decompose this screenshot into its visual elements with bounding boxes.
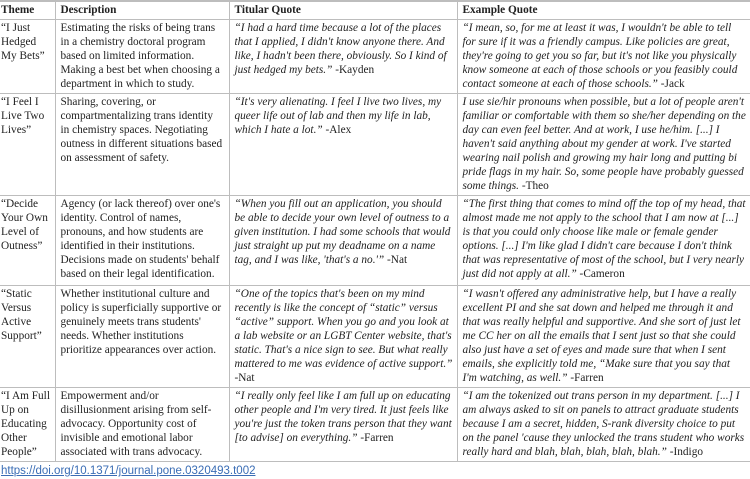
titular-speaker: -Nat xyxy=(234,372,255,384)
titular-speaker: -Alex xyxy=(322,124,352,136)
example-quote-text: “I wasn't offered any administrative help, but I have a really excellent PI and she sat down and helped me through it and that was really helpful and supportive. And she sort of just let me CC her on all the emails that I sent just so that she could also just have a set of eyes and made sure that when I sent emails, she explicitly told me, “Make sure that you say that I'm watching, as well.” xyxy=(462,288,741,384)
description-cell xyxy=(55,20,229,94)
table-row xyxy=(0,196,750,286)
titular-quote-cell xyxy=(229,196,457,286)
example-quote-text: I use sie/hir pronouns when possible, but a lot of people aren't familiar or comfortable with them so she/her depending on the day can even feel better. And at work, I use he/him. [...] I haven't said anything about my gender at work. I've started wearing nail polish and growing my hair long and putting bi pride flags in my hair. So, some people have probably guessed some things. xyxy=(462,96,746,192)
titular-speaker: -Farren xyxy=(357,432,394,444)
titular-quote-cell xyxy=(229,20,457,94)
example-quote-cell xyxy=(457,286,750,388)
titular-quote-cell xyxy=(229,388,457,462)
theme-text: “Static Versus Active Support” xyxy=(1,288,42,342)
theme-cell xyxy=(0,94,55,196)
theme-cell xyxy=(0,286,55,388)
description-cell xyxy=(55,388,229,462)
titular-quote-text: “When you fill out an application, you should be able to decide your own level of outness to a given institution. I had some schools that would just straight up put my deadname on a name tag, and I was like, 'that's a no.'” xyxy=(234,198,451,266)
example-quote-text: “I mean, so, for me at least it was, I wouldn't be able to tell for sure if it was a friendly campus. Like policies are great, they're going to get you so far, but it's not like you physically know someone at each of those schools or you feasibly could contact someone at each of those schools.” xyxy=(462,22,738,90)
example-quote-cell xyxy=(457,196,750,286)
description-text: Estimating the risks of being trans in a chemistry doctoral program based on limited information. Making a best bet when choosing a department in which to study. xyxy=(60,22,220,90)
titular-speaker: -Nat xyxy=(384,254,408,266)
header-example-quote: Example Quote xyxy=(457,1,750,20)
theme-text: “Decide Your Own Level of Outness” xyxy=(1,198,48,252)
description-text: Whether institutional culture and policy is superficially supportive or genuinely meets trans students' needs. Whether institutions prioritize appearances over action. xyxy=(60,288,222,356)
theme-cell xyxy=(0,20,55,94)
example-quote-cell xyxy=(457,94,750,196)
titular-quote-text: “I had a hard time because a lot of the places that I applied, I didn't know anyone there. And like, I hadn't been there, obviously. So I kind of just hedged my bets.” xyxy=(234,22,447,76)
description-cell xyxy=(55,196,229,286)
example-speaker: -Theo xyxy=(519,180,549,192)
example-quote-cell xyxy=(457,20,750,94)
titular-quote-text: “It's very alienating. I feel I live two lives, my queer life out of lab and then my life in lab, which I hate a lot.” xyxy=(234,96,442,136)
example-quote-text: “The first thing that comes to mind off the top of my head, that almost made me not apply to the school that I am now at [...] is that you could only choose like male or female gender options. [...] I'm like glad I didn't care because I don't think that was representative of most of the school, but I very nearly just did not apply at all.” xyxy=(462,198,746,280)
table-row xyxy=(0,94,750,196)
table-row xyxy=(0,286,750,388)
table-row xyxy=(0,20,750,94)
description-text: Empowerment and/or disillusionment arising from self-advocacy. Opportunity cost of invisible and emotional labor associated with trans advocacy. xyxy=(60,390,212,458)
titular-quote-cell xyxy=(229,286,457,388)
example-quote-text: “I am the tokenized out trans person in my department. [...] I am always asked to sit on panels to attract graduate students because I am a secret, hidden, S-rank diversity choice to put on the panel 'cause they unlocked the trans student who works really hard and blah, blah, blah, blah, blah.” xyxy=(462,390,745,458)
description-cell xyxy=(55,94,229,196)
example-speaker: -Cameron xyxy=(576,268,625,280)
description-text: Sharing, covering, or compartmentalizing trans identity in chemistry spaces. Negotiating outness in different situations based on assessment of safety. xyxy=(60,96,223,164)
description-text: Agency (or lack thereof) over one's identity. Control of names, pronouns, and how students are identified in their institutions. Decisions made on students' behalf based on their legal identification. xyxy=(60,198,221,280)
theme-cell xyxy=(0,196,55,286)
theme-text: “I Feel I Live Two Lives” xyxy=(1,96,45,136)
example-speaker: -Indigo xyxy=(666,446,703,458)
example-speaker: -Farren xyxy=(567,372,604,384)
table-row xyxy=(0,388,750,462)
titular-quote-text: “I really only feel like I am full up on educating other people and I'm very tired. It just feels like you're just the token trans person that they want [to advise] on everything.” xyxy=(234,390,452,444)
header-theme: Theme xyxy=(1,4,35,16)
table-header-row xyxy=(0,1,750,20)
doi-link[interactable]: https://doi.org/10.1371/journal.pone.0320493.t002 xyxy=(1,465,256,477)
titular-speaker: -Kayden xyxy=(332,64,375,76)
example-quote-cell xyxy=(457,388,750,462)
theme-text: “I Am Full Up on Educating Other People” xyxy=(1,390,50,458)
theme-cell xyxy=(0,388,55,462)
theme-text: “I Just Hedged My Bets” xyxy=(1,22,45,62)
description-cell xyxy=(55,286,229,388)
titular-quote-cell xyxy=(229,94,457,196)
titular-quote-text: “One of the topics that's been on my mind recently is like the concept of “static” versus “active” support. When you go and you look at a lab website or an LGBT Center website, that's static. That's a nice sign to see. But what really mattered to me was evidence of active support.” xyxy=(234,288,453,370)
example-speaker: -Jack xyxy=(657,78,685,90)
header-titular-quote: Titular Quote xyxy=(229,1,457,20)
header-description: Description xyxy=(55,1,229,20)
